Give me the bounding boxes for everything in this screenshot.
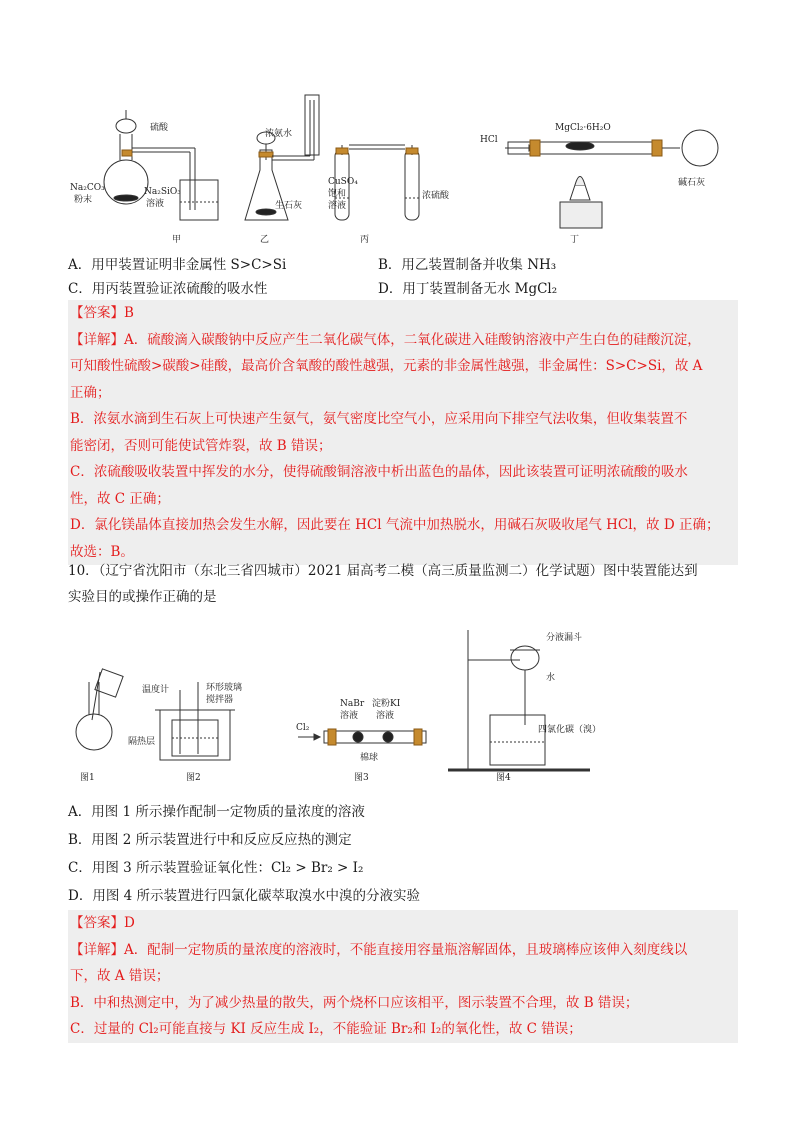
- label-stirrer-2: 搅拌器: [206, 695, 234, 705]
- q10-options: [68, 798, 420, 910]
- label-hcl: HCl: [480, 135, 498, 145]
- label-quicklime: 生石灰: [275, 201, 303, 211]
- q10-answer: 【答案】D: [70, 915, 135, 931]
- q10-option-c-text: C．用图 3 所示装置验证氧化性：: [68, 860, 272, 876]
- q10-option-d: D．用图 4 所示装置进行四氯化碳萃取溴水中溴的分液实验: [68, 888, 420, 904]
- label-ding: 丁: [570, 235, 580, 245]
- label-fig1: 图1: [80, 773, 95, 783]
- q9-option-d: D．用丁装置制备无水 MgCl₂: [378, 281, 558, 297]
- label-na2co3: Na₂CO₃: [70, 183, 105, 193]
- q10-detail-line: B．中和热测定中，为了减少热量的散失，两个烧杯口应该相平，图示装置不合理，故 B 错误；: [70, 994, 639, 1011]
- label-starch-ki: 淀粉KI: [372, 699, 401, 709]
- label-fig2: 图2: [186, 773, 201, 783]
- q10-stem-line: 10．（辽宁省沈阳市（东北三省四城市）2021 届高考二模（高三质量监测二）化学试题）图中装置能达到: [68, 563, 698, 579]
- q10-stem-line: 实验目的或操作正确的是: [68, 589, 217, 605]
- q9-option-b: B．用乙装置制备并收集 NH₃: [378, 257, 557, 273]
- label-jia: 甲: [172, 235, 182, 245]
- label-thermometer: 温度计: [142, 685, 170, 695]
- q9-detail-line: 故选：B。: [70, 543, 134, 560]
- label-ki-solution: 溶液: [376, 711, 395, 721]
- label-insulation: 隔热层: [128, 737, 156, 747]
- label-mgcl2: MgCl₂·6H₂O: [555, 123, 611, 133]
- label-powder: 粉末: [74, 195, 93, 205]
- q9-detail-line: D．氯化镁晶体直接加热会发生水解，因此要在 HCl 气流中加热脱水，用碱石灰吸收尾气 HCl，故 D 正确；: [70, 517, 720, 533]
- q10-option-c-formula: Cl₂ > Br₂ > I₂: [271, 860, 364, 876]
- q9-detail-line: 性，故 C 正确；: [70, 490, 170, 507]
- q10-option-a: A．用图 1 所示操作配制一定物质的量浓度的溶液: [68, 804, 365, 820]
- label-sep-funnel: 分液漏斗: [546, 633, 583, 643]
- label-fig4: 图4: [496, 773, 511, 783]
- q10-option-b: B．用图 2 所示装置进行中和反应反应热的测定: [68, 832, 352, 848]
- q9-detail-line: 能密闭，否则可能使试管炸裂，故 B 错误；: [70, 437, 332, 454]
- label-yi: 乙: [260, 235, 270, 245]
- label-bing: 丙: [360, 235, 370, 245]
- label-ammonia: 浓氨水: [265, 129, 293, 139]
- q9-answer: 【答案】B: [70, 305, 134, 321]
- q9-option-c: C．用丙装置验证浓硫酸的吸水性: [68, 281, 268, 297]
- q10-apparatus-figure: [70, 620, 630, 790]
- q9-detail-line: B．浓氨水滴到生石灰上可快速产生氨气，氨气密度比空气小，应采用向下排空气法收集，但收集装置不: [70, 411, 688, 427]
- q10-detail-line: 【详解】A．配制一定物质的量浓度的溶液时，不能直接用容量瓶溶解固体，且玻璃棒应该伸入刻度线以: [70, 941, 688, 958]
- label-solution-2: 溶液: [328, 201, 347, 211]
- q10-option-c: [68, 854, 420, 882]
- label-nabr: NaBr: [340, 699, 365, 709]
- label-sulfuric: 硫酸: [150, 123, 169, 133]
- label-fig3: 图3: [354, 773, 369, 783]
- label-cuso4: CuSO₄: [328, 177, 358, 187]
- q9-answer-block: [68, 300, 738, 565]
- q10-detail-line: 下，故 A 错误；: [70, 968, 170, 984]
- label-nabr-solution: 溶液: [340, 711, 359, 721]
- label-saturated: 饱和: [328, 189, 347, 199]
- label-solution: 溶液: [146, 199, 165, 209]
- label-cotton: 棉球: [360, 753, 379, 763]
- q10-detail-line: C．过量的 Cl₂可能直接与 KI 反应生成 I₂，不能验证 Br₂和 I₂的氧化性，故 C 错误；: [70, 1021, 582, 1037]
- label-sodalime: 碱石灰: [678, 178, 706, 188]
- label-ccl4: 四氯化碳（溴）: [538, 725, 602, 735]
- q10-answer-block: [68, 910, 738, 1043]
- label-na2sio3: Na₂SiO₃: [144, 187, 181, 197]
- q9-detail-line: C．浓硫酸吸收装置中挥发的水分，使得硫酸铜溶液中析出蓝色的晶体，因此该装置可证明浓硫酸的吸水: [70, 464, 688, 480]
- q9-detail-line: 可知酸性硫酸>碳酸>硅酸，最高价含氧酸的酸性越强，元素的非金属性越强，非金属性：S>C>Si，故 A: [70, 358, 703, 374]
- q9-apparatus-figure: [60, 90, 740, 250]
- q10-stem: [68, 558, 740, 610]
- q9-detail-line: 【详解】A．硫酸滴入碳酸钠中反应产生二氧化碳气体，二氧化碳进入硅酸钠溶液中产生白色的硅酸沉淀，: [70, 331, 701, 348]
- label-cl2: Cl₂: [296, 723, 310, 733]
- label-water: 水: [546, 673, 556, 683]
- q9-detail-line: 正确；: [70, 384, 111, 401]
- label-conc-sulfuric: 浓硫酸: [422, 191, 450, 201]
- label-stirrer-1: 环形玻璃: [206, 683, 243, 693]
- q9-option-a: A．用甲装置证明非金属性 S>C>Si: [68, 257, 287, 273]
